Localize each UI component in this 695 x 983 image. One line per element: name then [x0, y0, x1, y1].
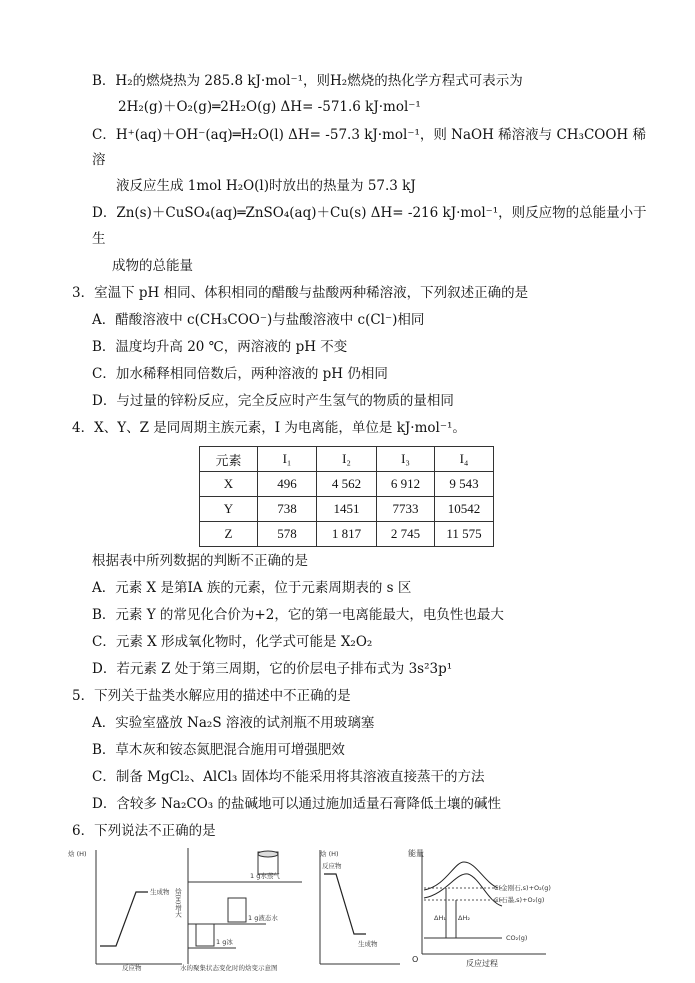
table-cell: 496	[258, 472, 317, 497]
curve-diamond-label: C(金刚石,s)+O₂(g)	[494, 884, 551, 892]
table-cell: 10542	[435, 497, 494, 522]
question-4-option-c: C．元素 X 形成氧化物时，化学式可能是 X₂O₂	[92, 634, 373, 650]
product-label: CO₂(g)	[506, 934, 528, 942]
origin-label: O	[412, 955, 419, 964]
option-c-line3: 液反应生成 1mol H₂O(l)时放出的热量为 57.3 kJ	[116, 178, 416, 194]
dh1-label: ΔH₁	[434, 914, 446, 922]
figure-caption: 水的聚集状态变化时的焓变示意图	[180, 964, 278, 972]
question-5-option-b: B．草木灰和铵态氮肥混合施用可增强肥效	[92, 742, 345, 758]
question-5-option-c: C．制备 MgCl₂、AlCl₃ 固体均不能采用将其溶液直接蒸干的方法	[92, 769, 485, 785]
level-ice: 1 g冰	[216, 938, 233, 946]
question-4-option-d: D．若元素 Z 处于第三周期，它的价层电子排布式为 3s²3p¹	[92, 661, 453, 677]
question-4: 4．X、Y、Z 是同周期主族元素，I 为电离能，单位是 kJ·mol⁻¹。	[72, 420, 466, 436]
figure-exothermic	[296, 842, 406, 972]
level-vapor: 1 g水蒸气	[250, 872, 280, 880]
x-axis-label: 反应过程	[466, 959, 498, 968]
table-header: 元素	[200, 447, 258, 472]
table-cell: X	[200, 472, 258, 497]
question-6: 6．下列说法不正确的是	[72, 823, 216, 839]
option-c-line2: 溶	[92, 152, 106, 168]
figure-endothermic	[66, 842, 186, 972]
question-3-option-b: B．温度均升高 20 ℃，两溶液的 pH 不变	[92, 339, 348, 355]
table-row	[200, 497, 494, 522]
table-cell: 2 745	[377, 522, 435, 547]
product-label: 生成物	[150, 888, 170, 896]
table-header: I₂	[317, 447, 377, 472]
question-3-option-a: A．醋酸溶液中 c(CH₃COO⁻)与盐酸溶液中 c(Cl⁻)相同	[92, 312, 425, 328]
table-header: I₄	[435, 447, 494, 472]
axis-label: 能量	[408, 849, 424, 858]
option-c-line1: C．H⁺(aq)＋OH⁻(aq)═H₂O(l) ΔH= -57.3 kJ·mol⁻¹，则 NaOH 稀溶液与 CH₃COOH 稀	[92, 127, 646, 143]
axis-label: 焓 (H)	[68, 850, 87, 858]
question-3-option-c: C．加水稀释相同倍数后，两种溶液的 pH 仍相同	[92, 366, 388, 382]
table-cell: Z	[200, 522, 258, 547]
ionization-energy-table	[199, 446, 494, 547]
option-b-line1: B．H₂的燃烧热为 285.8 kJ·mol⁻¹，则H₂燃烧的热化学方程式可表示为	[92, 73, 523, 89]
table-cell: 11 575	[435, 522, 494, 547]
question-4-option-a: A．元素 X 是第ⅠA 族的元素，位于元素周期表的 s 区	[92, 580, 412, 596]
table-header: I₃	[377, 447, 435, 472]
option-d-line2: 生	[92, 231, 106, 247]
option-d-line1: D．Zn(s)＋CuSO₄(aq)═ZnSO₄(aq)＋Cu(s) ΔH= -216 kJ·mol⁻¹，则反应物的总能量小于	[92, 205, 647, 221]
option-b-equation: 2H₂(g)＋O₂(g)═2H₂O(g) ΔH= -571.6 kJ·mol⁻¹	[118, 99, 421, 115]
table-cell: Y	[200, 497, 258, 522]
table-header-row	[200, 447, 494, 472]
table-header: I₁	[258, 447, 317, 472]
level-liquid: 1 g液态水	[248, 914, 278, 922]
axis-label: 焓(H)增大	[174, 888, 182, 918]
product-label: 生成物	[358, 940, 378, 948]
table-cell: 7733	[377, 497, 435, 522]
question-5-option-d: D．含较多 Na₂CO₃ 的盐碱地可以通过施加适量石膏降低土壤的碱性	[92, 796, 501, 812]
option-d-line3: 成物的总能量	[112, 258, 193, 274]
table-cell: 1451	[317, 497, 377, 522]
figure-energy-curve	[406, 842, 576, 972]
table-cell: 9 543	[435, 472, 494, 497]
table-cell: 738	[258, 497, 317, 522]
figure-water-states	[176, 842, 316, 972]
table-cell: 4 562	[317, 472, 377, 497]
table-cell: 578	[258, 522, 317, 547]
question-5: 5．下列关于盐类水解应用的描述中不正确的是	[72, 688, 351, 704]
dh2-label: ΔH₂	[458, 914, 470, 922]
axis-label: 焓 (H)	[320, 850, 339, 858]
table-cell: 6 912	[377, 472, 435, 497]
table-cell: 1 817	[317, 522, 377, 547]
table-row	[200, 472, 494, 497]
reactant-label: 反应物	[122, 964, 142, 972]
question-3-option-d: D．与过量的锌粉反应，完全反应时产生氢气的物质的量相同	[92, 393, 454, 409]
curve-graphite-label: C(石墨,s)+O₂(g)	[494, 896, 545, 904]
question-5-option-a: A．实验室盛放 Na₂S 溶液的试剂瓶不用玻璃塞	[92, 715, 375, 731]
table-row	[200, 522, 494, 547]
question-4-note: 根据表中所列数据的判断不正确的是	[92, 553, 308, 569]
question-4-option-b: B．元素 Y 的常见化合价为+2，它的第一电离能最大，电负性也最大	[92, 607, 504, 623]
reactant-label: 反应物	[322, 862, 342, 870]
question-3: 3．室温下 pH 相同、体积相同的醋酸与盐酸两种稀溶液，下列叙述正确的是	[72, 285, 529, 301]
